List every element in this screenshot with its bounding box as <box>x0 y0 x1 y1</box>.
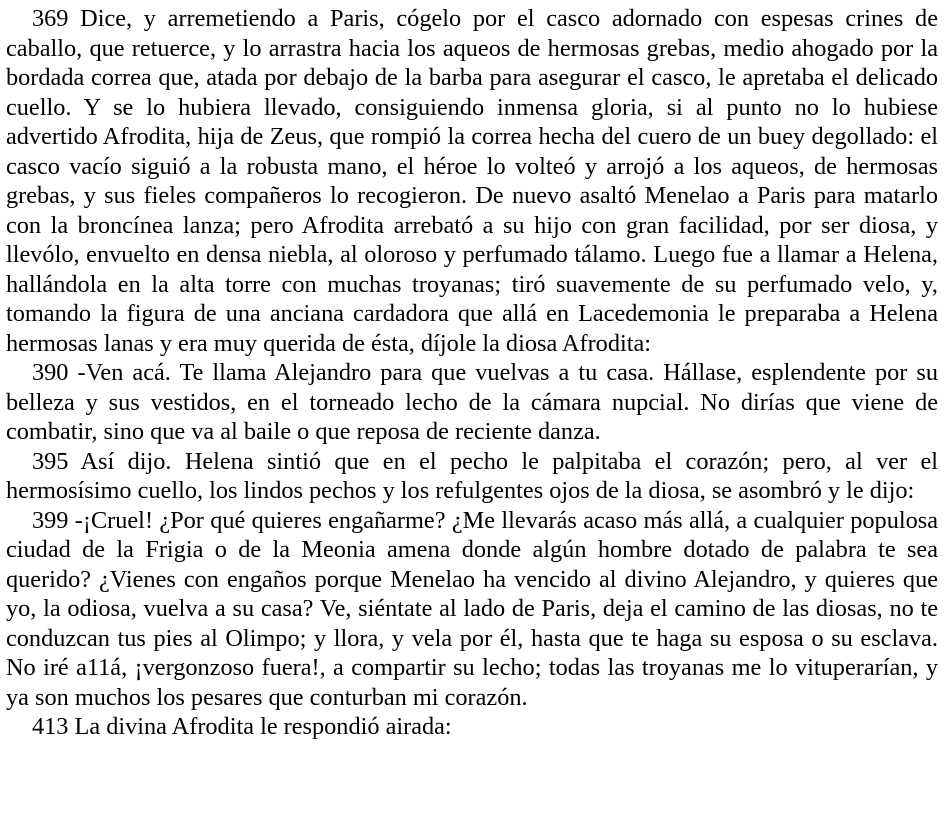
paragraph-413: 413 La divina Afrodita le respondió airada: <box>32 713 452 740</box>
paragraph-369: 369 Dice, y arremetiendo a Paris, cógelo por el casco adornado con espesas crines de caballo, que retuerce, y lo arrastra hacia los aqueos de hermosas grebas, medio ahogado por la bordada correa que, atada por debajo de la barba para asegurar el casco, le apretaba el delicado cuello. Y se lo hubiera llevado, consiguiendo inmensa gloria, si al punto no lo hubiese advertido Afrodita, hija de Zeus, que rompió la correa hecha del cuero de un buey degollado: el casco vacío siguió a la robusta mano, el héroe lo volteó y arrojó a los aqueos, de hermosas grebas, y sus fieles compañeros lo recogieron. De nuevo asaltó Menelao a Paris para matarlo con la broncínea lanza; pero Afrodita arrebató a su hijo con gran facilidad, por ser diosa, y llevólo, envuelto en densa niebla, al oloroso y perfumado tálamo. Luego fue a llamar a Helena, hallándola en la alta torre con muchas troyanas; tiró suavemente de su perfumado velo, y, tomando la figura de una anciana cardadora que allá en Lacedemonia le preparaba a Helena hermosas lanas y era muy querida de ésta, díjole la diosa Afrodita: <box>6 5 938 357</box>
paragraph-399: 399 -¡Cruel! ¿Por qué quieres engañarme? ¿Me llevarás acaso más allá, a cualquier populosa ciudad de la Frigia o de la Meonia amena donde algún hombre dotado de palabra te sea querido? ¿Vienes con engaños porque Menelao ha vencido al divino Alejandro, y quieres que yo, la odiosa, vuelva a su casa? Ve, siéntate al lado de Paris, deja el camino de las diosas, no te conduzcan tus pies al Olimpo; y llora, y vela por él, hasta que te haga su esposa o su esclava. No iré a11á, ¡vergonzoso fuera!, a compartir su lecho; todas las troyanas me lo vituperarían, y ya son muchos los pesares que conturban mi corazón. <box>6 506 938 711</box>
paragraph-390: 390 -Ven acá. Te llama Alejandro para que vuelvas a tu casa. Hállase, esplendente por su belleza y sus vestidos, en el torneado lecho de la cámara nupcial. No dirías que viene de combatir, sino que va al baile o que reposa de reciente danza. <box>6 359 938 445</box>
paragraph-395: 395 Así dijo. Helena sintió que en el pecho le palpitaba el corazón; pero, al ver el hermosísimo cuello, los lindos pechos y los refulgentes ojos de la diosa, se asombró y le dijo: <box>6 447 938 504</box>
